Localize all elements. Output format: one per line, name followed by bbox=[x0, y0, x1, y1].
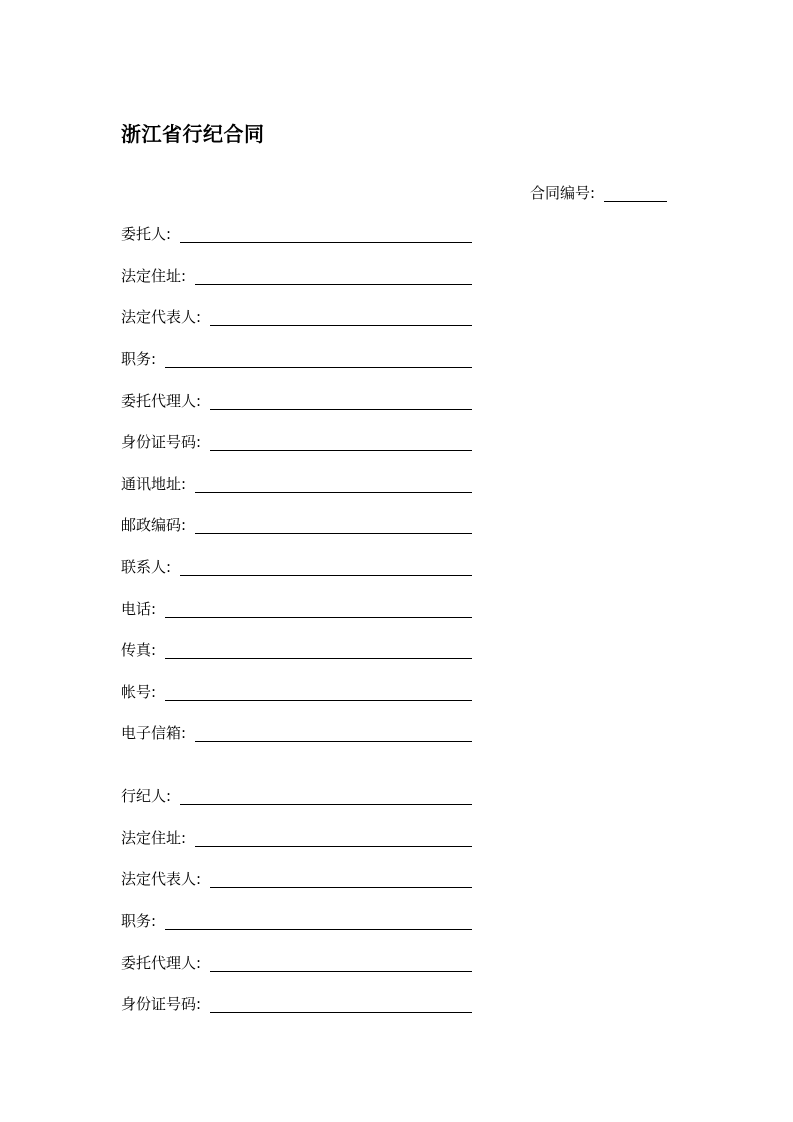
field-blank[interactable] bbox=[165, 913, 472, 930]
field-blank[interactable] bbox=[210, 434, 472, 451]
field-label: 委托人 bbox=[121, 225, 167, 243]
contract-number-blank[interactable] bbox=[604, 185, 667, 202]
field-colon: : bbox=[151, 350, 157, 368]
field-principal bbox=[121, 225, 472, 243]
field-principal-authorized-agent bbox=[121, 392, 472, 410]
field-principal-fax bbox=[121, 641, 472, 659]
contract-number-colon: : bbox=[590, 184, 596, 202]
field-label: 行纪人 bbox=[121, 787, 167, 805]
field-blank[interactable] bbox=[210, 309, 472, 326]
field-colon: : bbox=[166, 225, 172, 243]
field-label: 帐号 bbox=[121, 683, 152, 701]
field-colon: : bbox=[166, 787, 172, 805]
field-principal-phone bbox=[121, 600, 472, 618]
field-principal-legal-address bbox=[121, 267, 472, 285]
field-label: 电子信箱 bbox=[121, 724, 182, 742]
field-colon: : bbox=[196, 870, 202, 888]
field-broker-legal-address bbox=[121, 829, 472, 847]
field-principal-mailing-address bbox=[121, 475, 472, 493]
field-blank[interactable] bbox=[195, 476, 472, 493]
field-blank[interactable] bbox=[210, 955, 472, 972]
field-blank[interactable] bbox=[165, 601, 472, 618]
field-blank[interactable] bbox=[195, 725, 472, 742]
field-principal-position bbox=[121, 350, 472, 368]
field-label: 职务 bbox=[121, 350, 152, 368]
field-colon: : bbox=[181, 829, 187, 847]
field-colon: : bbox=[196, 308, 202, 326]
field-label: 联系人 bbox=[121, 558, 167, 576]
contract-number-field bbox=[530, 184, 667, 202]
field-label: 法定代表人 bbox=[121, 870, 197, 888]
field-blank[interactable] bbox=[165, 351, 472, 368]
field-label: 通讯地址 bbox=[121, 475, 182, 493]
field-label: 传真 bbox=[121, 641, 152, 659]
field-blank[interactable] bbox=[180, 559, 472, 576]
field-colon: : bbox=[196, 995, 202, 1013]
field-colon: : bbox=[181, 475, 187, 493]
field-colon: : bbox=[151, 641, 157, 659]
field-broker-authorized-agent bbox=[121, 954, 472, 972]
field-colon: : bbox=[151, 600, 157, 618]
field-blank[interactable] bbox=[195, 268, 472, 285]
field-blank[interactable] bbox=[195, 517, 472, 534]
field-principal-email bbox=[121, 724, 472, 742]
field-colon: : bbox=[196, 433, 202, 451]
contract-number-label: 合同编号 bbox=[530, 184, 591, 202]
field-broker-legal-representative bbox=[121, 870, 472, 888]
field-colon: : bbox=[151, 683, 157, 701]
field-label: 委托代理人 bbox=[121, 954, 197, 972]
field-blank[interactable] bbox=[210, 996, 472, 1013]
field-broker-position bbox=[121, 912, 472, 930]
field-blank[interactable] bbox=[210, 393, 472, 410]
field-colon: : bbox=[166, 558, 172, 576]
field-principal-contact-person bbox=[121, 558, 472, 576]
field-label: 职务 bbox=[121, 912, 152, 930]
field-broker bbox=[121, 787, 472, 805]
field-colon: : bbox=[181, 724, 187, 742]
field-colon: : bbox=[181, 516, 187, 534]
field-label: 身份证号码 bbox=[121, 433, 197, 451]
field-label: 电话 bbox=[121, 600, 152, 618]
field-label: 邮政编码 bbox=[121, 516, 182, 534]
field-colon: : bbox=[151, 912, 157, 930]
field-broker-id-number bbox=[121, 995, 472, 1013]
field-principal-postal-code bbox=[121, 516, 472, 534]
field-label: 法定代表人 bbox=[121, 308, 197, 326]
field-principal-id-number bbox=[121, 433, 472, 451]
field-label: 法定住址 bbox=[121, 829, 182, 847]
field-colon: : bbox=[196, 392, 202, 410]
field-blank[interactable] bbox=[180, 788, 472, 805]
field-label: 委托代理人 bbox=[121, 392, 197, 410]
field-colon: : bbox=[181, 267, 187, 285]
field-blank[interactable] bbox=[195, 830, 472, 847]
field-principal-legal-representative bbox=[121, 308, 472, 326]
field-blank[interactable] bbox=[210, 871, 472, 888]
field-blank[interactable] bbox=[165, 642, 472, 659]
field-principal-account bbox=[121, 683, 472, 701]
field-colon: : bbox=[196, 954, 202, 972]
field-label: 法定住址 bbox=[121, 267, 182, 285]
field-blank[interactable] bbox=[180, 226, 472, 243]
document-title: 浙江省行纪合同 bbox=[121, 122, 265, 146]
field-blank[interactable] bbox=[165, 684, 472, 701]
field-label: 身份证号码 bbox=[121, 995, 197, 1013]
